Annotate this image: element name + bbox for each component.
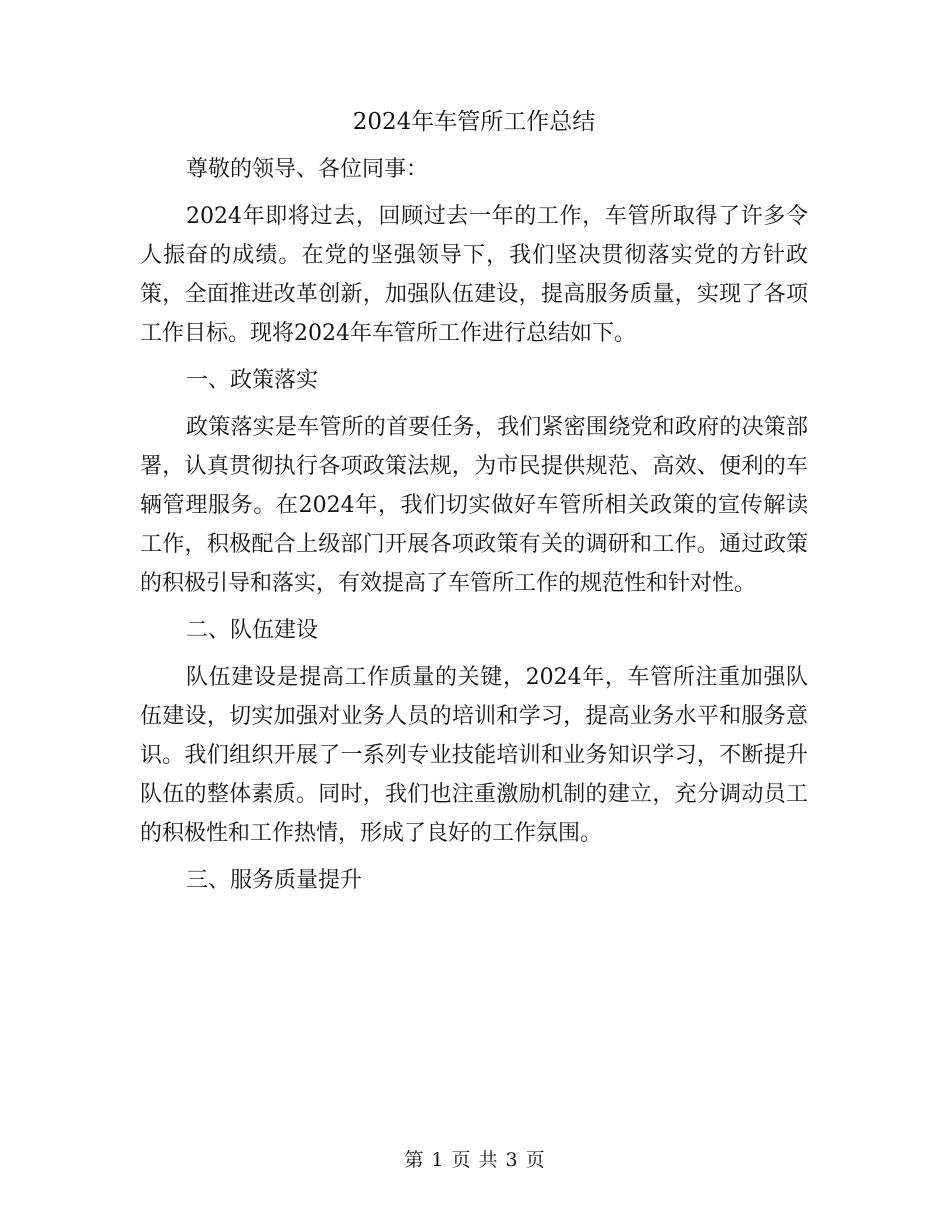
intro-paragraph: 2024年即将过去，回顾过去一年的工作，车管所取得了许多令人振奋的成绩。在党的坚强领导下，我们坚决贯彻落实党的方针政策，全面推进改革创新，加强队伍建设，提高服务质量，实现了各项工作目标。现将2024年车管所工作进行总结如下。	[140, 204, 808, 346]
section-heading-service: 三、服务质量提升	[186, 868, 363, 893]
section-heading-team: 二、队伍建设	[186, 618, 319, 643]
document-body	[140, 103, 808, 908]
page-number-footer: 第 1 页 共 3 页	[404, 1149, 546, 1171]
section-heading-policy: 一、政策落实	[186, 368, 319, 393]
salutation: 尊敬的领导、各位同事：	[186, 157, 429, 182]
section-body-policy: 政策落实是车管所的首要任务，我们紧密围绕党和政府的决策部署，认真贯彻执行各项政策法规，为市民提供规范、高效、便利的车辆管理服务。在2024年，我们切实做好车管所相关政策的宣传解读工作，积极配合上级部门开展各项政策有关的调研和工作。通过政策的积极引导和落实，有效提高了车管所工作的规范性和针对性。	[140, 415, 808, 596]
document-title: 2024年车管所工作总结	[352, 109, 596, 135]
section-body-team: 队伍建设是提高工作质量的关键，2024年，车管所注重加强队伍建设，切实加强对业务人员的培训和学习，提高业务水平和服务意识。我们组织开展了一系列专业技能培训和业务知识学习，不断提升队伍的整体素质。同时，我们也注重激励机制的建立，充分调动员工的积极性和工作热情，形成了良好的工作氛围。	[140, 665, 808, 846]
